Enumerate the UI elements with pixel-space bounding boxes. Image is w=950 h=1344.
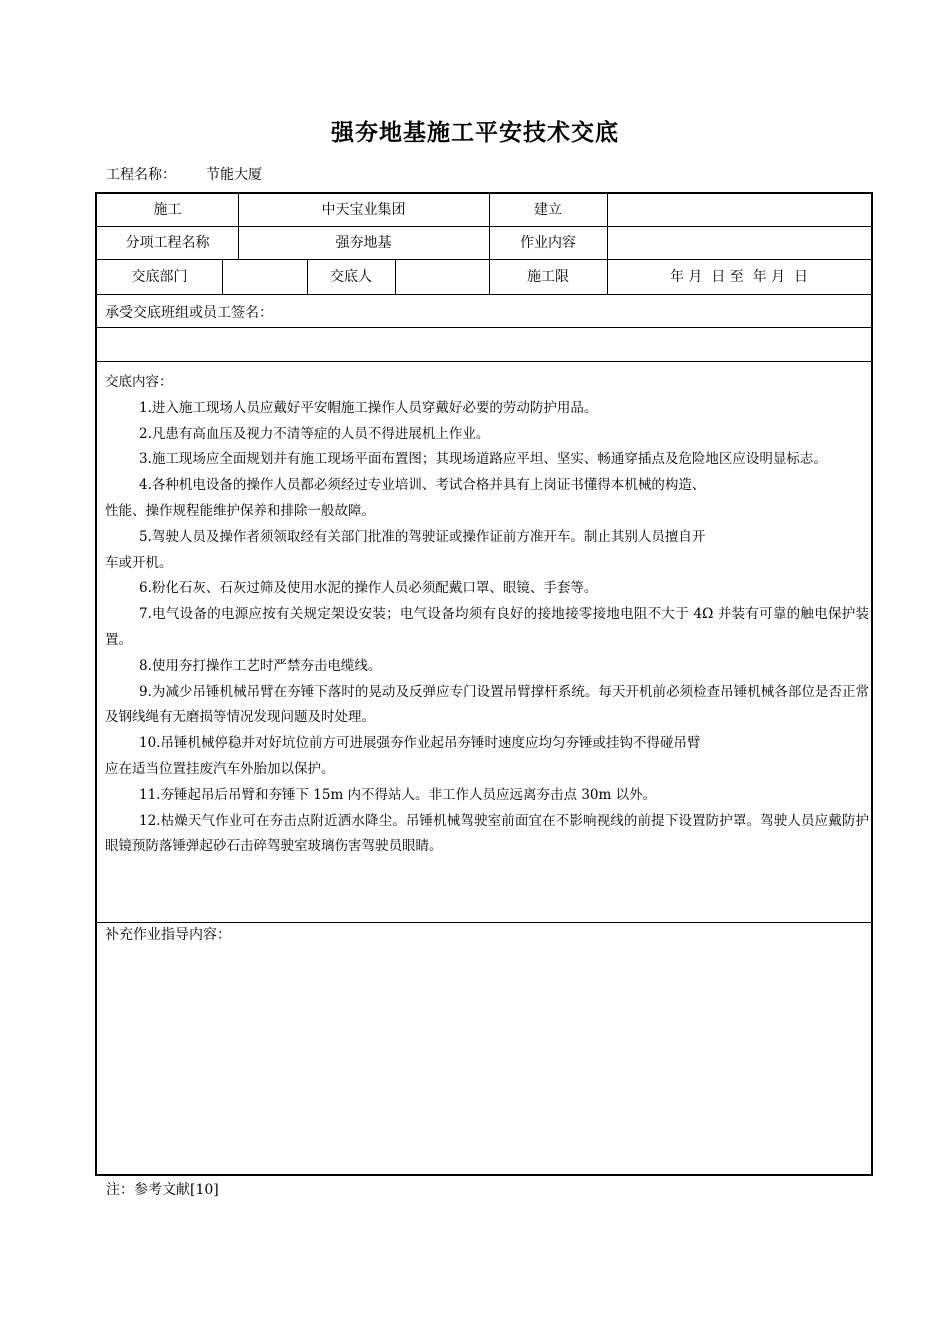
content-item-7: 7.电气设备的电源应按有关规定架设安装；电气设备均须有良好的接地接零接地电阻不大于 4Ω 并装有可靠的触电保护装置。 bbox=[105, 606, 869, 648]
content-item-10: 10.吊锤机械停稳并对好坑位前方可进展强夯作业起吊夯锤时速度应均匀夯锤或挂钩不得碰吊臂 bbox=[139, 735, 701, 752]
signature-label: 承受交底班组或员工签名： bbox=[105, 305, 273, 321]
construction-unit-value: 中天宝业集团 bbox=[321, 202, 406, 218]
project-name-line bbox=[106, 164, 262, 184]
construction-unit-label: 施工 bbox=[153, 202, 182, 218]
disclosure-dept-value bbox=[222, 261, 307, 293]
content-item-11: 11.夯锤起吊后吊臂和夯锤下 15m 内不得站人。非工作人员应远离夯击点 30m 以外。 bbox=[139, 786, 657, 803]
row-divider bbox=[97, 361, 871, 362]
work-content-label: 作业内容 bbox=[520, 235, 576, 251]
supervision-value bbox=[607, 194, 871, 226]
content-item-3: 3.施工现场应全面规划并有施工现场平面布置图；其现场道路应平坦、坚实、畅通穿插点及危险地区应设明显标志。 bbox=[139, 451, 827, 468]
supplement-label: 补充作业指导内容： bbox=[105, 927, 231, 943]
discloser-value bbox=[395, 261, 489, 293]
content-item-12: 12.枯燥天气作业可在夯击点附近洒水降尘。吊锤机械驾驶室前面宜在不影响视线的前提下设置防护罩。驾驶人员应戴防护眼镜预防落锤弹起砂石击碎驾驶室玻璃伤害驾驶员眼睛。 bbox=[105, 812, 869, 855]
project-name-label: 工程名称： bbox=[106, 167, 176, 183]
row-divider bbox=[97, 259, 871, 260]
construction-period-value: 年 月 日 至 年 月 日 bbox=[669, 269, 809, 285]
document-title: 强夯地基施工平安技术交底 bbox=[331, 119, 619, 146]
supervision-label: 建立 bbox=[534, 202, 562, 218]
sub-project-value: 强夯地基 bbox=[335, 235, 392, 251]
content-item-8: 8.使用夯打操作工艺时严禁夯击电缆线。 bbox=[139, 657, 382, 674]
content-item-2: 2.凡患有高血压及视力不清等症的人员不得进展机上作业。 bbox=[139, 425, 490, 442]
content-item-5: 5.驾驶人员及操作者须领取经有关部门批准的驾驶证或操作证前方准开车。制止其别人员擅自开 bbox=[139, 528, 706, 545]
disclosure-dept-label: 交底部门 bbox=[131, 269, 188, 285]
row-divider bbox=[97, 294, 871, 295]
content-item-6: 6.粉化石灰、石灰过筛及使用水泥的操作人员必须配戴口罩、眼镜、手套等。 bbox=[139, 580, 598, 597]
content-item-10-cont: 应在适当位置挂废汽车外胎加以保护。 bbox=[105, 760, 335, 777]
row-divider bbox=[97, 922, 871, 923]
discloser-label: 交底人 bbox=[330, 269, 372, 285]
work-content-value bbox=[607, 227, 871, 259]
reference-note: 注：参考文献[10] bbox=[106, 1182, 219, 1198]
disclosure-content bbox=[105, 370, 869, 860]
content-item-9: 9.为减少吊锤机械吊臂在夯锤下落时的晃动及反弹应专门设置吊臂撑杆系统。每天开机前必须检查吊锤机械各部位是否正常及钢线绳有无磨损等情况发现问题及时处理。 bbox=[105, 683, 869, 726]
project-name-value: 节能大厦 bbox=[206, 167, 262, 183]
content-item-1: 1.进入施工现场人员应戴好平安帽施工操作人员穿戴好必要的劳动防护用品。 bbox=[139, 399, 598, 416]
content-label: 交底内容： bbox=[105, 374, 173, 390]
content-item-4: 4.各种机电设备的操作人员都必须经过专业培训、考试合格并具有上岗证书懂得本机械的构造、 bbox=[139, 477, 706, 494]
row-divider bbox=[97, 327, 871, 328]
content-item-4-cont: 性能、操作规程能维护保养和排除一般故障。 bbox=[105, 502, 375, 519]
sub-project-label: 分项工程名称 bbox=[125, 235, 210, 251]
construction-period-label: 施工限 bbox=[527, 269, 569, 285]
content-item-5-cont: 车或开机。 bbox=[105, 554, 173, 571]
disclosure-table bbox=[95, 192, 873, 1176]
